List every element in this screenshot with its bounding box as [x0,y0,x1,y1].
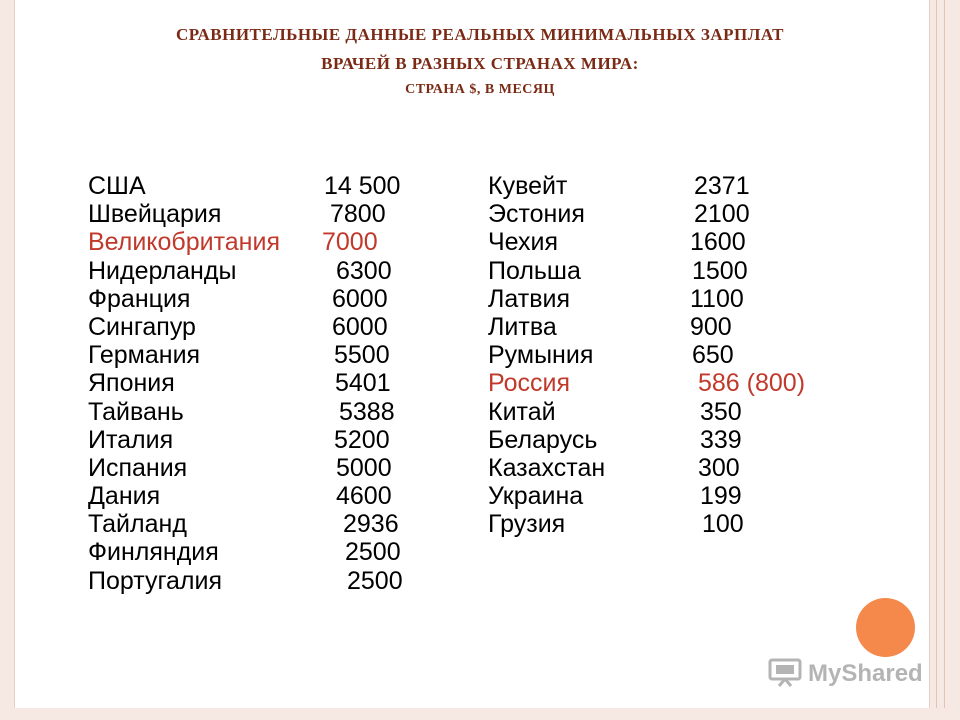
salary-value: 7000 [322,228,378,257]
country-name: Италия [88,425,174,454]
country-name: Румыния [488,341,594,370]
salary-value: 1500 [692,256,748,285]
salary-value: 1600 [690,228,746,257]
country-name: Эстония [488,200,585,229]
country-name: Латвия [488,284,570,313]
salary-value: 4600 [336,482,392,511]
country-name: США [88,172,146,200]
country-name: Литва [488,312,557,341]
country-name: Нидерланды [88,256,237,285]
watermark-text: MyShared [808,660,923,687]
salary-value: 6000 [332,312,388,341]
country-name: Тайланд [88,510,187,539]
salary-value: 5000 [336,453,392,482]
country-name: Великобритания [88,228,280,257]
watermark [768,658,923,690]
salary-value: 2371 [694,172,750,200]
salary-value: 900 [690,312,732,341]
slide-frame-right [929,0,960,720]
country-name: Франция [88,284,191,313]
country-name: Дания [88,482,161,511]
salary-value: 5500 [334,341,390,370]
country-name: Финляндия [88,538,219,567]
decorative-orange-circle [856,598,915,657]
salary-value: 1100 [690,284,744,313]
country-name: Швейцария [88,200,222,229]
country-name: Польша [488,256,581,285]
country-name: Кувейт [488,172,568,200]
country-name: Испания [88,453,188,482]
country-name: Украина [488,482,584,511]
country-name: Тайвань [88,397,184,426]
salary-value: 2500 [345,538,401,567]
salary-value: 350 [700,397,742,426]
slide-frame-bottom [0,708,960,720]
country-name: Германия [88,341,201,370]
country-name: Беларусь [488,425,598,454]
country-name: Россия [488,369,570,398]
salary-value: 5401 [335,369,391,398]
salary-value: 100 [702,510,744,539]
salary-value: 2936 [343,510,399,539]
country-name: Япония [88,369,175,398]
slide-frame-left [0,0,15,720]
title-line-3: СТРАНА $, В МЕСЯЦ [405,82,555,97]
salary-value: 2100 [694,200,750,229]
projector-screen-icon [768,657,802,692]
country-name: Португалия [88,566,223,595]
salary-value: 5200 [334,425,390,454]
salary-value: 339 [700,425,742,454]
salary-value: 2500 [347,566,403,595]
salary-value: 7800 [330,200,386,229]
title-line-2: ВРАЧЕЙ В РАЗНЫХ СТРАНАХ МИРА: [321,54,639,73]
salary-value: 6300 [336,256,392,285]
salary-value: 14 500 [324,172,401,200]
country-name: Сингапур [88,312,196,341]
country-name: Казахстан [488,453,606,482]
salary-value: 6000 [332,284,388,313]
title-line-1: СРАВНИТЕЛЬНЫЕ ДАННЫЕ РЕАЛЬНЫХ МИНИМАЛЬНЫХ ЗАРПЛАТ [176,25,784,44]
salary-value: 199 [700,482,742,511]
country-name: Грузия [488,510,566,539]
country-name: Китай [488,397,556,426]
country-name: Чехия [488,228,559,257]
salary-value: 5388 [339,397,395,426]
salary-value: 300 [698,453,740,482]
salary-value: 586 (800) [698,369,806,398]
salary-value: 650 [692,341,734,370]
